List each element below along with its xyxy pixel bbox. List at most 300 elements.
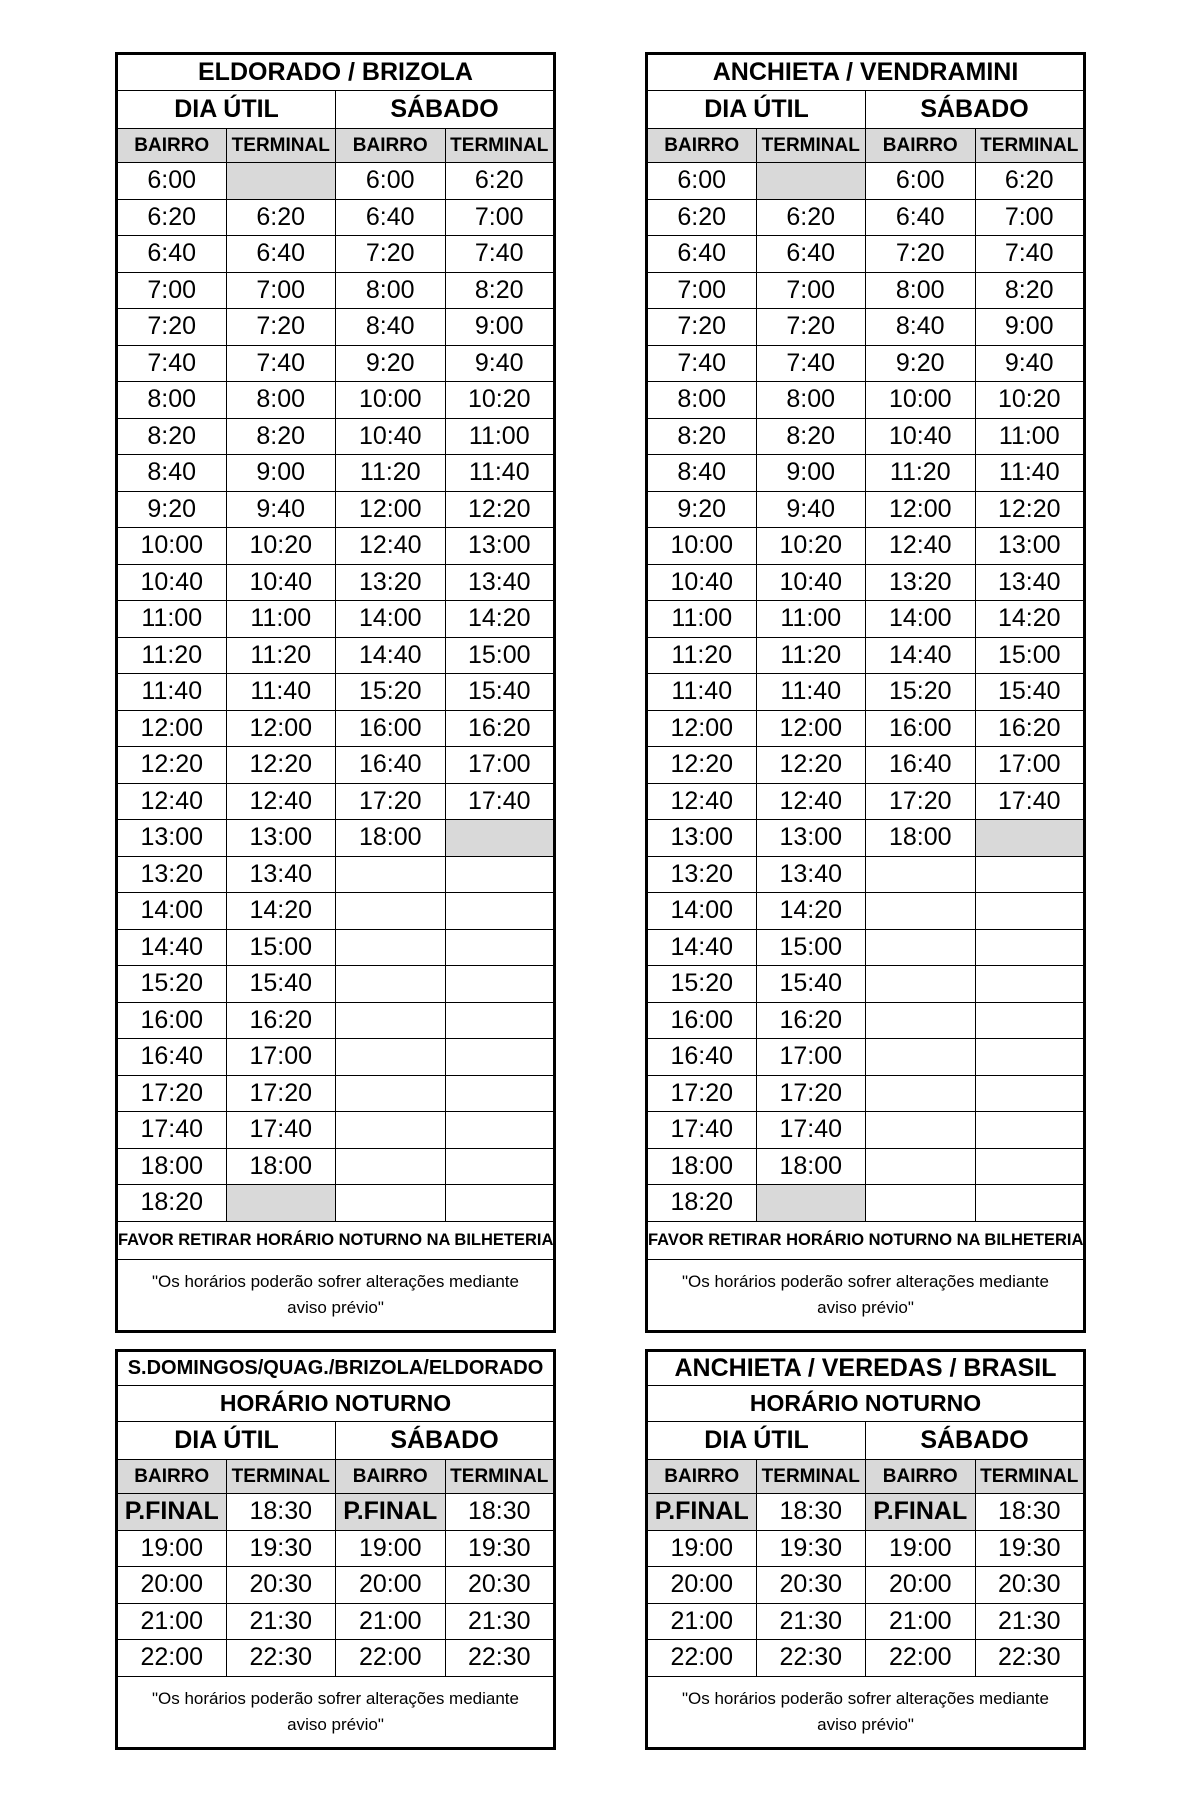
- time-cell: 19:00: [117, 1530, 227, 1567]
- time-cell: [866, 1039, 976, 1076]
- time-cell: 12:40: [117, 783, 227, 820]
- time-cell: 17:20: [647, 1075, 757, 1112]
- time-cell: 16:40: [336, 747, 446, 784]
- table-row: [647, 1112, 1085, 1149]
- time-cell: [975, 1148, 1085, 1185]
- table-row: [117, 1039, 555, 1076]
- table-row: [647, 820, 1085, 857]
- table-row: [117, 710, 555, 747]
- time-cell: [866, 1002, 976, 1039]
- time-cell: 8:00: [756, 382, 866, 419]
- table-row: [117, 1603, 555, 1640]
- time-cell: 6:00: [336, 163, 446, 200]
- time-cell: 12:20: [756, 747, 866, 784]
- time-cell: 8:20: [756, 418, 866, 455]
- night-schedule-sdomingos: [115, 1349, 556, 1750]
- time-cell: [975, 893, 1085, 930]
- time-cell: 14:40: [117, 929, 227, 966]
- time-cell: 17:20: [756, 1075, 866, 1112]
- night-schedule-subtitle: HORÁRIO NOTURNO: [117, 1386, 555, 1422]
- time-cell: 22:00: [117, 1640, 227, 1677]
- time-cell: [336, 1148, 446, 1185]
- time-cell: 8:00: [226, 382, 336, 419]
- time-cell: [445, 1148, 555, 1185]
- time-cell: 11:40: [445, 455, 555, 492]
- time-cell: [336, 1075, 446, 1112]
- time-cell: 10:20: [756, 528, 866, 565]
- table-row: [647, 637, 1085, 674]
- time-cell: 22:00: [647, 1640, 757, 1677]
- table-row: [647, 747, 1085, 784]
- sabado-header: SÁBADO: [866, 91, 1085, 129]
- time-cell: 17:00: [226, 1039, 336, 1076]
- time-cell: 15:20: [866, 674, 976, 711]
- time-cell: 6:20: [975, 163, 1085, 200]
- time-cell: 13:00: [445, 528, 555, 565]
- column-header-terminal: TERMINAL: [445, 1460, 555, 1494]
- time-cell: 11:20: [647, 637, 757, 674]
- time-cell: 7:00: [647, 272, 757, 309]
- time-cell: 15:40: [226, 966, 336, 1003]
- time-cell: 22:00: [866, 1640, 976, 1677]
- time-cell: 14:00: [866, 601, 976, 638]
- time-cell: 7:20: [226, 309, 336, 346]
- time-cell: [336, 1185, 446, 1222]
- time-cell: 13:00: [117, 820, 227, 857]
- time-cell: [975, 966, 1085, 1003]
- time-cell: 12:00: [226, 710, 336, 747]
- time-cell: 10:20: [975, 382, 1085, 419]
- table-row: [647, 1640, 1085, 1677]
- time-cell: 6:00: [117, 163, 227, 200]
- time-cell: 22:30: [226, 1640, 336, 1677]
- time-cell: [445, 820, 555, 857]
- sabado-header: SÁBADO: [336, 91, 555, 129]
- time-cell: 20:30: [975, 1567, 1085, 1604]
- time-cell: 18:20: [117, 1185, 227, 1222]
- table-row: [647, 1148, 1085, 1185]
- time-cell: 10:20: [445, 382, 555, 419]
- table-row: [117, 163, 555, 200]
- time-cell: 20:30: [226, 1567, 336, 1604]
- table-row: [647, 601, 1085, 638]
- time-cell: 10:40: [336, 418, 446, 455]
- time-cell: 6:20: [226, 199, 336, 236]
- table-row: [117, 309, 555, 346]
- time-cell: P.FINAL: [336, 1494, 446, 1531]
- time-cell: 21:30: [975, 1603, 1085, 1640]
- schedule-change-note: "Os horários poderão sofrer alterações mediante aviso prévio": [117, 1259, 555, 1331]
- time-cell: 6:20: [647, 199, 757, 236]
- time-cell: [866, 1075, 976, 1112]
- table-row: [117, 601, 555, 638]
- time-cell: 16:20: [756, 1002, 866, 1039]
- table-row: [647, 236, 1085, 273]
- dia-util-header: DIA ÚTIL: [647, 1422, 866, 1460]
- time-cell: [336, 893, 446, 930]
- schedule-anchieta-vendramini: [645, 52, 1086, 1333]
- table-row: [117, 929, 555, 966]
- time-cell: [336, 1039, 446, 1076]
- time-cell: [336, 856, 446, 893]
- time-cell: 10:40: [866, 418, 976, 455]
- time-cell: 15:00: [756, 929, 866, 966]
- time-rows: [647, 163, 1085, 1222]
- time-cell: 7:00: [226, 272, 336, 309]
- time-cell: 12:20: [647, 747, 757, 784]
- time-cell: 14:20: [756, 893, 866, 930]
- night-schedule-notice: FAVOR RETIRAR HORÁRIO NOTURNO NA BILHETERIA: [117, 1221, 555, 1259]
- time-cell: 17:00: [756, 1039, 866, 1076]
- time-cell: 10:40: [647, 564, 757, 601]
- time-cell: 7:40: [756, 345, 866, 382]
- table-row: [117, 637, 555, 674]
- time-cell: 11:00: [445, 418, 555, 455]
- time-cell: 12:00: [756, 710, 866, 747]
- time-cell: 19:00: [647, 1530, 757, 1567]
- time-cell: 21:00: [866, 1603, 976, 1640]
- time-cell: [336, 966, 446, 1003]
- time-cell: 7:00: [975, 199, 1085, 236]
- time-cell: 9:40: [975, 345, 1085, 382]
- time-cell: P.FINAL: [117, 1494, 227, 1531]
- schedule-title: ANCHIETA / VENDRAMINI: [647, 54, 1085, 91]
- column-header-bairro: BAIRRO: [647, 129, 757, 163]
- night-schedule-notice: FAVOR RETIRAR HORÁRIO NOTURNO NA BILHETERIA: [647, 1221, 1085, 1259]
- time-cell: 20:30: [756, 1567, 866, 1604]
- table-row: [117, 966, 555, 1003]
- time-cell: 7:00: [445, 199, 555, 236]
- table-row: [647, 272, 1085, 309]
- table-row: [647, 163, 1085, 200]
- time-cell: 20:00: [866, 1567, 976, 1604]
- time-cell: 11:40: [975, 455, 1085, 492]
- time-cell: 12:00: [336, 491, 446, 528]
- time-cell: 14:20: [975, 601, 1085, 638]
- time-cell: 7:00: [756, 272, 866, 309]
- time-cell: 9:00: [445, 309, 555, 346]
- column-header-terminal: TERMINAL: [975, 129, 1085, 163]
- time-cell: 8:40: [647, 455, 757, 492]
- time-cell: 12:40: [336, 528, 446, 565]
- table-row: [117, 1112, 555, 1149]
- time-cell: [975, 1002, 1085, 1039]
- table-row: [117, 455, 555, 492]
- schedule-title: ANCHIETA / VEREDAS / BRASIL: [647, 1351, 1085, 1386]
- time-cell: 17:20: [336, 783, 446, 820]
- time-cell: 13:00: [975, 528, 1085, 565]
- time-cell: [445, 929, 555, 966]
- table-row: [117, 1002, 555, 1039]
- table-row: [647, 1002, 1085, 1039]
- time-cell: 22:00: [336, 1640, 446, 1677]
- column-header-terminal: TERMINAL: [226, 1460, 336, 1494]
- time-cell: 12:40: [226, 783, 336, 820]
- time-cell: 14:20: [226, 893, 336, 930]
- time-cell: 16:20: [226, 1002, 336, 1039]
- time-cell: [756, 1185, 866, 1222]
- time-cell: [445, 1075, 555, 1112]
- time-cell: 11:20: [226, 637, 336, 674]
- table-row: [117, 418, 555, 455]
- time-cell: 10:40: [117, 564, 227, 601]
- schedule-change-note: "Os horários poderão sofrer alterações mediante aviso prévio": [117, 1676, 555, 1748]
- time-cell: 7:00: [117, 272, 227, 309]
- time-cell: 16:00: [117, 1002, 227, 1039]
- schedule-title: S.DOMINGOS/QUAG./BRIZOLA/ELDORADO: [117, 1351, 555, 1386]
- column-header-terminal: TERMINAL: [226, 129, 336, 163]
- column-header-bairro: BAIRRO: [866, 1460, 976, 1494]
- time-cell: 22:30: [975, 1640, 1085, 1677]
- time-cell: 17:40: [226, 1112, 336, 1149]
- table-row: [647, 856, 1085, 893]
- time-cell: 14:20: [445, 601, 555, 638]
- time-cell: 16:00: [647, 1002, 757, 1039]
- table-row: [647, 710, 1085, 747]
- time-cell: [226, 1185, 336, 1222]
- table-row: [647, 1185, 1085, 1222]
- table-row: [117, 1494, 555, 1531]
- column-header-bairro: BAIRRO: [336, 129, 446, 163]
- table-row: [647, 345, 1085, 382]
- time-cell: 11:20: [756, 637, 866, 674]
- time-cell: 7:20: [756, 309, 866, 346]
- time-cell: 18:30: [756, 1494, 866, 1531]
- time-cell: 8:20: [226, 418, 336, 455]
- schedule-eldorado-brizola: [115, 52, 556, 1333]
- time-cell: 17:40: [756, 1112, 866, 1149]
- time-cell: [866, 1185, 976, 1222]
- time-cell: 10:00: [336, 382, 446, 419]
- time-cell: 12:40: [756, 783, 866, 820]
- time-cell: 15:00: [226, 929, 336, 966]
- time-cell: [866, 929, 976, 966]
- time-cell: 19:30: [445, 1530, 555, 1567]
- time-cell: 18:00: [756, 1148, 866, 1185]
- table-row: [647, 1603, 1085, 1640]
- time-cell: 9:00: [975, 309, 1085, 346]
- time-cell: 18:30: [226, 1494, 336, 1531]
- table-row: [647, 491, 1085, 528]
- table-row: [647, 966, 1085, 1003]
- time-cell: [866, 893, 976, 930]
- time-cell: 13:20: [117, 856, 227, 893]
- table-row: [117, 199, 555, 236]
- time-cell: 21:00: [336, 1603, 446, 1640]
- time-cell: 19:00: [336, 1530, 446, 1567]
- table-row: [117, 1530, 555, 1567]
- time-cell: 10:40: [226, 564, 336, 601]
- time-cell: 12:20: [226, 747, 336, 784]
- time-cell: [336, 1112, 446, 1149]
- time-cell: [756, 163, 866, 200]
- table-row: [647, 528, 1085, 565]
- time-cell: 14:40: [866, 637, 976, 674]
- time-cell: 15:00: [975, 637, 1085, 674]
- time-cell: 11:40: [226, 674, 336, 711]
- time-cell: [445, 1112, 555, 1149]
- time-cell: 11:00: [226, 601, 336, 638]
- time-cell: 20:00: [117, 1567, 227, 1604]
- time-cell: 13:40: [975, 564, 1085, 601]
- time-cell: 8:00: [647, 382, 757, 419]
- table-row: [647, 1567, 1085, 1604]
- time-cell: 18:30: [975, 1494, 1085, 1531]
- time-cell: 13:00: [647, 820, 757, 857]
- time-cell: [975, 820, 1085, 857]
- time-cell: [226, 163, 336, 200]
- time-cell: 6:20: [756, 199, 866, 236]
- time-cell: 21:30: [756, 1603, 866, 1640]
- time-cell: [975, 1039, 1085, 1076]
- column-header-bairro: BAIRRO: [117, 129, 227, 163]
- time-cell: [336, 929, 446, 966]
- time-cell: 13:40: [445, 564, 555, 601]
- time-cell: 18:00: [117, 1148, 227, 1185]
- table-row: [647, 893, 1085, 930]
- time-cell: 6:00: [647, 163, 757, 200]
- time-cell: 14:40: [647, 929, 757, 966]
- time-cell: 7:40: [117, 345, 227, 382]
- time-cell: 7:40: [445, 236, 555, 273]
- time-cell: 8:00: [336, 272, 446, 309]
- table-row: [117, 856, 555, 893]
- time-cell: P.FINAL: [866, 1494, 976, 1531]
- time-cell: 7:20: [866, 236, 976, 273]
- time-cell: 12:20: [975, 491, 1085, 528]
- time-cell: 15:20: [117, 966, 227, 1003]
- time-cell: [336, 1002, 446, 1039]
- time-cell: 13:20: [647, 856, 757, 893]
- column-header-bairro: BAIRRO: [647, 1460, 757, 1494]
- time-cell: 10:00: [117, 528, 227, 565]
- time-cell: [975, 929, 1085, 966]
- time-cell: 17:40: [647, 1112, 757, 1149]
- time-cell: 18:20: [647, 1185, 757, 1222]
- time-cell: 21:00: [117, 1603, 227, 1640]
- table-row: [647, 382, 1085, 419]
- time-cell: 9:40: [756, 491, 866, 528]
- time-cell: 16:00: [336, 710, 446, 747]
- table-row: [647, 1039, 1085, 1076]
- time-cell: 12:00: [647, 710, 757, 747]
- time-cell: 12:00: [117, 710, 227, 747]
- time-cell: 18:00: [226, 1148, 336, 1185]
- time-cell: [866, 856, 976, 893]
- time-cell: 12:20: [117, 747, 227, 784]
- time-cell: [866, 966, 976, 1003]
- time-cell: 16:40: [647, 1039, 757, 1076]
- table-row: [647, 309, 1085, 346]
- table-row: [117, 783, 555, 820]
- time-cell: 11:40: [756, 674, 866, 711]
- time-cell: 21:30: [226, 1603, 336, 1640]
- time-cell: 21:00: [647, 1603, 757, 1640]
- time-cell: 6:40: [647, 236, 757, 273]
- time-cell: 9:40: [445, 345, 555, 382]
- time-cell: 18:00: [647, 1148, 757, 1185]
- table-row: [647, 455, 1085, 492]
- dia-util-header: DIA ÚTIL: [117, 91, 336, 129]
- time-cell: 19:30: [226, 1530, 336, 1567]
- time-cell: [445, 1002, 555, 1039]
- time-cell: 8:00: [117, 382, 227, 419]
- time-cell: 7:40: [226, 345, 336, 382]
- time-cell: 11:00: [975, 418, 1085, 455]
- table-row: [117, 564, 555, 601]
- time-rows: [117, 163, 555, 1222]
- time-cell: 15:40: [756, 966, 866, 1003]
- table-row: [117, 236, 555, 273]
- time-cell: 13:40: [226, 856, 336, 893]
- column-header-terminal: TERMINAL: [756, 129, 866, 163]
- dia-util-header: DIA ÚTIL: [117, 1422, 336, 1460]
- time-cell: 6:40: [226, 236, 336, 273]
- time-cell: 14:00: [647, 893, 757, 930]
- time-cell: 17:00: [445, 747, 555, 784]
- time-cell: 11:40: [117, 674, 227, 711]
- table-row: [117, 1075, 555, 1112]
- time-cell: 20:30: [445, 1567, 555, 1604]
- table-row: [117, 1640, 555, 1677]
- time-cell: 18:00: [866, 820, 976, 857]
- time-cell: 18:00: [336, 820, 446, 857]
- time-cell: 10:20: [226, 528, 336, 565]
- time-cell: 16:40: [866, 747, 976, 784]
- sabado-header: SÁBADO: [336, 1422, 555, 1460]
- time-cell: 17:40: [117, 1112, 227, 1149]
- time-cell: 9:40: [226, 491, 336, 528]
- table-row: [647, 783, 1085, 820]
- time-cell: 19:30: [975, 1530, 1085, 1567]
- table-row: [647, 1075, 1085, 1112]
- time-cell: 8:40: [866, 309, 976, 346]
- time-cell: 13:00: [226, 820, 336, 857]
- table-row: [117, 272, 555, 309]
- time-cell: 9:20: [117, 491, 227, 528]
- night-schedule-subtitle: HORÁRIO NOTURNO: [647, 1386, 1085, 1422]
- column-header-terminal: TERMINAL: [975, 1460, 1085, 1494]
- time-cell: 15:20: [647, 966, 757, 1003]
- time-cell: 13:00: [756, 820, 866, 857]
- table-row: [647, 199, 1085, 236]
- time-cell: 7:20: [647, 309, 757, 346]
- time-cell: 12:20: [445, 491, 555, 528]
- schedule-change-note: "Os horários poderão sofrer alterações mediante aviso prévio": [647, 1676, 1085, 1748]
- time-cell: 16:40: [117, 1039, 227, 1076]
- time-cell: 7:20: [336, 236, 446, 273]
- schedule-change-note: "Os horários poderão sofrer alterações mediante aviso prévio": [647, 1259, 1085, 1331]
- time-cell: 7:20: [117, 309, 227, 346]
- time-cell: 8:20: [647, 418, 757, 455]
- time-cell: [866, 1112, 976, 1149]
- table-row: [117, 1148, 555, 1185]
- schedule-title: ELDORADO / BRIZOLA: [117, 54, 555, 91]
- time-cell: [445, 856, 555, 893]
- time-cell: 15:40: [975, 674, 1085, 711]
- table-row: [647, 929, 1085, 966]
- time-cell: 11:40: [647, 674, 757, 711]
- time-cell: 11:20: [866, 455, 976, 492]
- dia-util-header: DIA ÚTIL: [647, 91, 866, 129]
- column-header-bairro: BAIRRO: [866, 129, 976, 163]
- time-cell: 19:30: [756, 1530, 866, 1567]
- table-row: [647, 674, 1085, 711]
- time-cell: [975, 1075, 1085, 1112]
- table-row: [117, 382, 555, 419]
- time-cell: 8:40: [336, 309, 446, 346]
- table-row: [117, 820, 555, 857]
